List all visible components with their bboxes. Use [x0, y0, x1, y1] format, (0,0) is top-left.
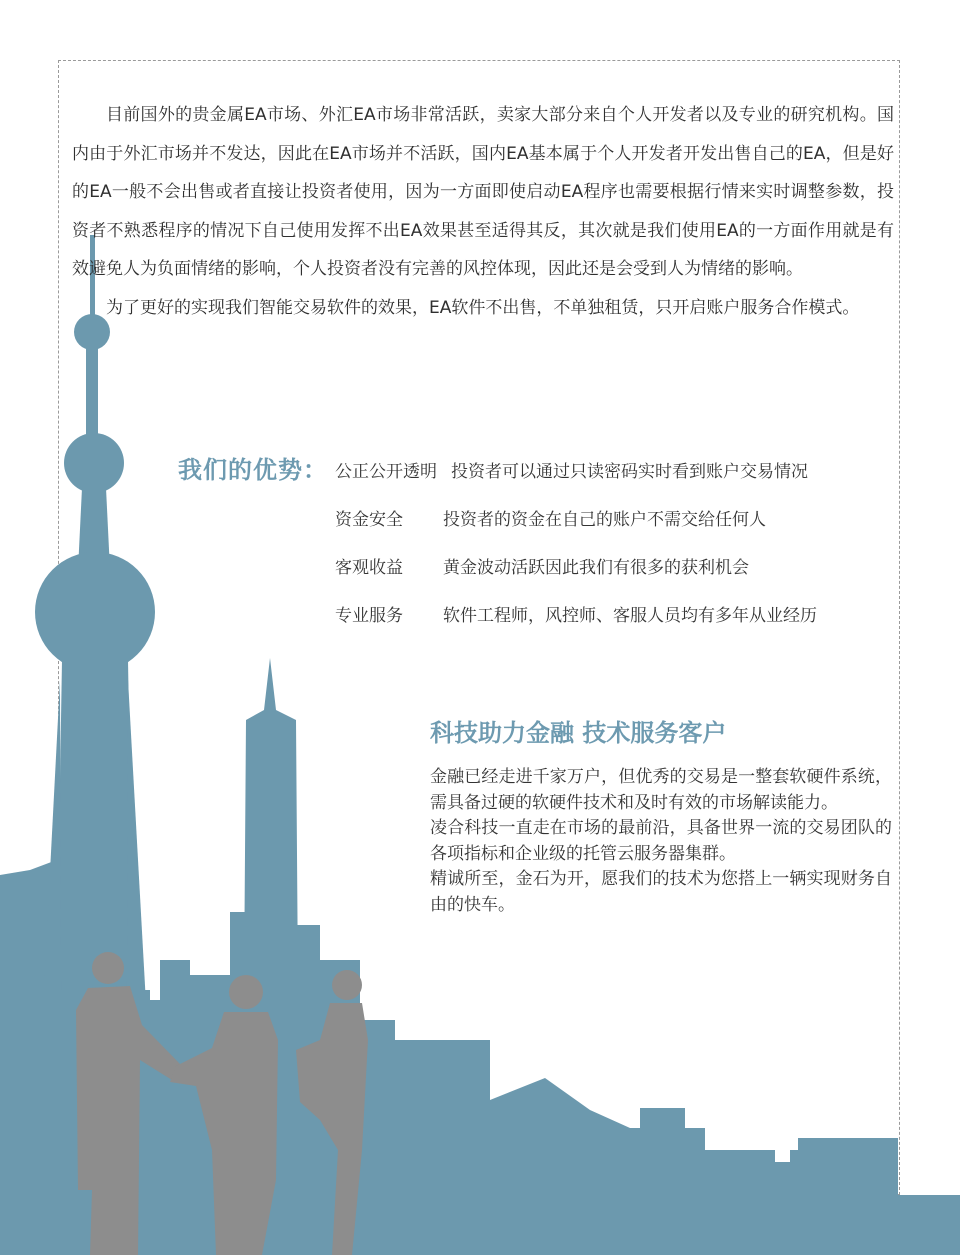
- tech-text: [430, 765, 892, 918]
- intro-paragraph-1: 目前国外的贵金属EA市场、外汇EA市场非常活跃，卖家大部分来自个人开发者以及专业的研究机构。国内由于外汇市场并不发达，因此在EA市场并不活跃，国内EA基本属于个人开发者开发出售自己的EA，但是好的EA一般不会出售或者直接让投资者使用，因为一方面即使启动EA程序也需要根据行情来实时调整参数，投资者不熟悉程序的情况下自己使用发挥不出EA效果甚至适得其反，其次就是我们使用EA的一方面作用就是有效避免人为负面情绪的影响，个人投资者没有完善的风控体现，因此还是会受到人为情绪的影响。: [72, 105, 894, 279]
- advantages-list: [335, 457, 895, 649]
- advantage-text: 软件工程师，风控师、客服人员均有多年从业经历: [443, 606, 817, 626]
- tech-paragraph-1: 金融已经走进千家万户，但优秀的交易是一整套软硬件系统，需具备过硬的软硬件技术和及时有效的市场解读能力。: [430, 767, 892, 813]
- advantage-text: 投资者的资金在自己的账户不需交给任何人: [443, 510, 766, 530]
- advantage-item: [335, 553, 895, 601]
- tech-heading: 科技助力金融 技术服务客户: [430, 718, 727, 747]
- advantage-item: [335, 505, 895, 553]
- advantage-item: [335, 457, 895, 505]
- intro-paragraph-2: 为了更好的实现我们智能交易软件的效果，EA软件不出售，不单独租赁，只开启账户服务合作模式。: [106, 297, 860, 318]
- tech-paragraph-3: 精诚所至，金石为开，愿我们的技术为您搭上一辆实现财务自由的快车。: [430, 869, 892, 915]
- advantages-heading: 我们的优势：: [178, 455, 328, 484]
- tech-paragraph-2: 凌合科技一直走在市场的最前沿，具备世界一流的交易团队的各项指标和企业级的托管云服务器集群。: [430, 818, 892, 864]
- intro-text: [72, 96, 894, 327]
- advantage-label: 客观收益: [335, 558, 403, 578]
- advantage-text: 投资者可以通过只读密码实时看到账户交易情况: [451, 462, 808, 482]
- advantage-label: 专业服务: [335, 606, 403, 626]
- advantage-item: [335, 601, 895, 649]
- advantage-label: 公正公开透明: [335, 462, 437, 482]
- advantage-label: 资金安全: [335, 510, 403, 530]
- advantage-text: 黄金波动活跃因此我们有很多的获利机会: [443, 558, 749, 578]
